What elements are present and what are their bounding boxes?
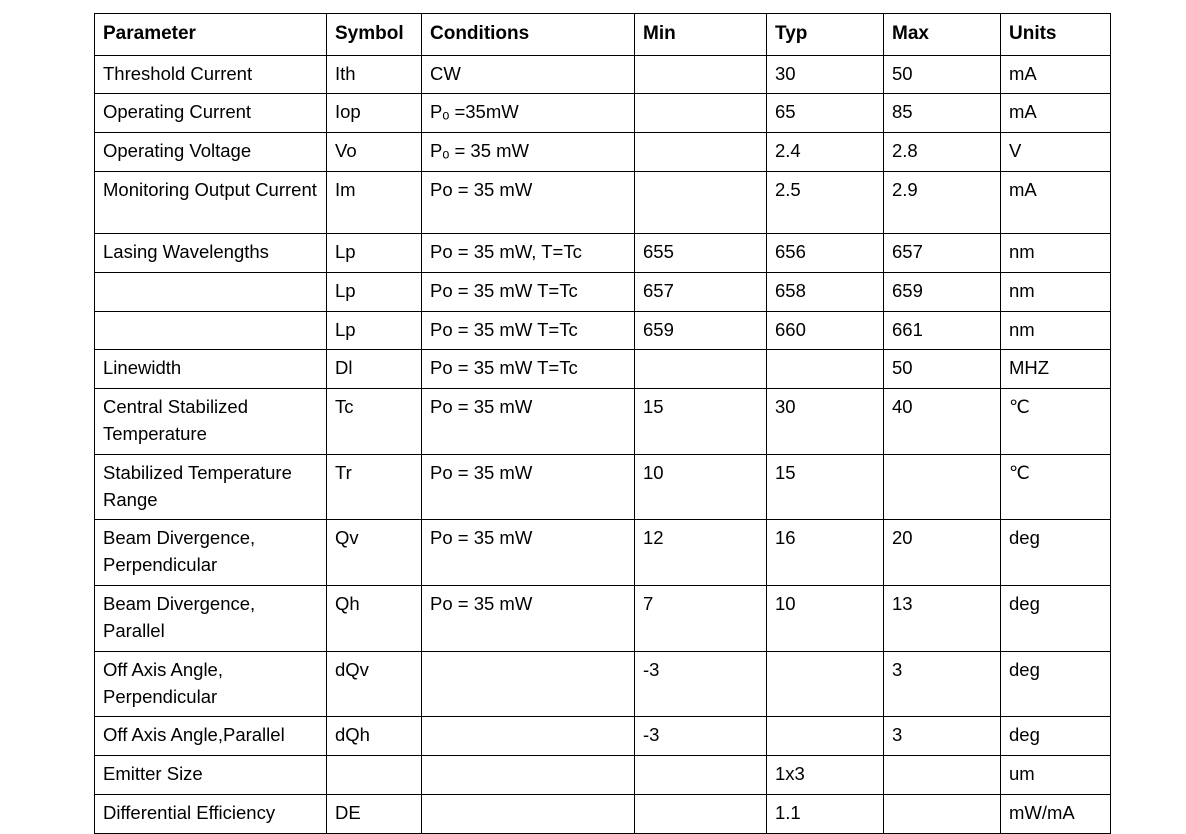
cell-symbol: Dl (327, 350, 422, 389)
cell-conditions (422, 717, 635, 756)
cell-max (884, 756, 1001, 795)
table-row (95, 350, 1111, 389)
cell-units: nm (1001, 311, 1111, 350)
table-row (95, 454, 1111, 520)
cell-symbol: dQh (327, 717, 422, 756)
cell-parameter: Beam Divergence, Perpendicular (95, 520, 327, 586)
cell-conditions: Po = 35 mW (422, 171, 635, 233)
cell-typ: 1.1 (767, 794, 884, 833)
cell-parameter: Operating Voltage (95, 133, 327, 172)
cell-parameter: Off Axis Angle, Perpendicular (95, 651, 327, 717)
table-row (95, 717, 1111, 756)
cell-symbol: Im (327, 171, 422, 233)
table-row (95, 94, 1111, 133)
column-header-min: Min (635, 14, 767, 56)
cell-min (635, 171, 767, 233)
cell-min (635, 756, 767, 795)
cell-max: 2.8 (884, 133, 1001, 172)
cell-typ: 656 (767, 233, 884, 272)
cell-conditions: Pₒ =35mW (422, 94, 635, 133)
cell-conditions (422, 756, 635, 795)
cell-units: mW/mA (1001, 794, 1111, 833)
cell-max (884, 794, 1001, 833)
table-row (95, 133, 1111, 172)
table-row (95, 311, 1111, 350)
cell-typ: 15 (767, 454, 884, 520)
cell-min: 10 (635, 454, 767, 520)
cell-typ: 10 (767, 586, 884, 652)
cell-max (884, 454, 1001, 520)
cell-typ (767, 717, 884, 756)
cell-min (635, 55, 767, 94)
column-header-units: Units (1001, 14, 1111, 56)
cell-units: mA (1001, 171, 1111, 233)
table-row (95, 651, 1111, 717)
cell-symbol: Lp (327, 272, 422, 311)
cell-parameter: Beam Divergence, Parallel (95, 586, 327, 652)
cell-min: 657 (635, 272, 767, 311)
cell-units: um (1001, 756, 1111, 795)
cell-min: 7 (635, 586, 767, 652)
table-row (95, 55, 1111, 94)
cell-units: ℃ (1001, 389, 1111, 455)
column-header-max: Max (884, 14, 1001, 56)
cell-parameter: Lasing Wavelengths (95, 233, 327, 272)
cell-max: 50 (884, 55, 1001, 94)
cell-symbol: Tr (327, 454, 422, 520)
cell-symbol: Lp (327, 233, 422, 272)
table-header (95, 14, 1111, 56)
cell-min (635, 794, 767, 833)
cell-typ (767, 651, 884, 717)
specifications-table (94, 13, 1111, 834)
table-header-row (95, 14, 1111, 56)
cell-max: 659 (884, 272, 1001, 311)
table-row (95, 794, 1111, 833)
cell-min (635, 94, 767, 133)
column-header-typ: Typ (767, 14, 884, 56)
cell-symbol: Tc (327, 389, 422, 455)
column-header-symbol: Symbol (327, 14, 422, 56)
column-header-parameter: Parameter (95, 14, 327, 56)
cell-conditions (422, 794, 635, 833)
cell-typ: 1x3 (767, 756, 884, 795)
cell-max: 3 (884, 651, 1001, 717)
cell-units: V (1001, 133, 1111, 172)
cell-units: mA (1001, 55, 1111, 94)
table-row (95, 233, 1111, 272)
cell-conditions: Po = 35 mW, T=Tc (422, 233, 635, 272)
column-header-conditions: Conditions (422, 14, 635, 56)
cell-typ: 2.5 (767, 171, 884, 233)
cell-min: -3 (635, 717, 767, 756)
cell-conditions (422, 651, 635, 717)
cell-units: ℃ (1001, 454, 1111, 520)
table-row (95, 756, 1111, 795)
cell-typ: 16 (767, 520, 884, 586)
cell-symbol: Lp (327, 311, 422, 350)
cell-units: deg (1001, 586, 1111, 652)
cell-conditions: Po = 35 mW T=Tc (422, 350, 635, 389)
cell-max: 13 (884, 586, 1001, 652)
cell-max: 2.9 (884, 171, 1001, 233)
cell-parameter: Linewidth (95, 350, 327, 389)
cell-symbol: Iop (327, 94, 422, 133)
cell-conditions: Po = 35 mW T=Tc (422, 311, 635, 350)
cell-units: deg (1001, 717, 1111, 756)
cell-conditions: Po = 35 mW (422, 586, 635, 652)
cell-max: 40 (884, 389, 1001, 455)
cell-min: 12 (635, 520, 767, 586)
table-row (95, 272, 1111, 311)
cell-min: 15 (635, 389, 767, 455)
cell-conditions: Po = 35 mW (422, 520, 635, 586)
cell-max: 85 (884, 94, 1001, 133)
cell-symbol: Vo (327, 133, 422, 172)
cell-max: 50 (884, 350, 1001, 389)
cell-parameter (95, 311, 327, 350)
cell-symbol: DE (327, 794, 422, 833)
cell-min (635, 350, 767, 389)
cell-min (635, 133, 767, 172)
cell-conditions: CW (422, 55, 635, 94)
cell-max: 3 (884, 717, 1001, 756)
cell-typ: 658 (767, 272, 884, 311)
cell-max: 657 (884, 233, 1001, 272)
cell-units: deg (1001, 520, 1111, 586)
cell-min: -3 (635, 651, 767, 717)
cell-typ: 660 (767, 311, 884, 350)
cell-typ: 30 (767, 389, 884, 455)
cell-symbol: Qv (327, 520, 422, 586)
cell-max: 20 (884, 520, 1001, 586)
cell-typ: 2.4 (767, 133, 884, 172)
cell-parameter: Monitoring Output Current (95, 171, 327, 233)
cell-units: nm (1001, 272, 1111, 311)
cell-symbol: Ith (327, 55, 422, 94)
table-row (95, 171, 1111, 233)
cell-parameter: Emitter Size (95, 756, 327, 795)
cell-units: MHZ (1001, 350, 1111, 389)
cell-units: deg (1001, 651, 1111, 717)
cell-parameter (95, 272, 327, 311)
table-row (95, 389, 1111, 455)
cell-symbol (327, 756, 422, 795)
cell-symbol: Qh (327, 586, 422, 652)
cell-typ: 65 (767, 94, 884, 133)
cell-conditions: Po = 35 mW (422, 454, 635, 520)
cell-symbol: dQv (327, 651, 422, 717)
cell-conditions: Pₒ = 35 mW (422, 133, 635, 172)
cell-parameter: Differential Efficiency (95, 794, 327, 833)
table-body (95, 55, 1111, 833)
cell-parameter: Central Stabilized Temperature (95, 389, 327, 455)
table-row (95, 520, 1111, 586)
cell-min: 655 (635, 233, 767, 272)
cell-conditions: Po = 35 mW (422, 389, 635, 455)
cell-units: nm (1001, 233, 1111, 272)
cell-typ: 30 (767, 55, 884, 94)
cell-typ (767, 350, 884, 389)
cell-parameter: Threshold Current (95, 55, 327, 94)
cell-max: 661 (884, 311, 1001, 350)
cell-min: 659 (635, 311, 767, 350)
table-row (95, 586, 1111, 652)
cell-parameter: Off Axis Angle,Parallel (95, 717, 327, 756)
cell-units: mA (1001, 94, 1111, 133)
cell-parameter: Operating Current (95, 94, 327, 133)
cell-parameter: Stabilized Temperature Range (95, 454, 327, 520)
cell-conditions: Po = 35 mW T=Tc (422, 272, 635, 311)
